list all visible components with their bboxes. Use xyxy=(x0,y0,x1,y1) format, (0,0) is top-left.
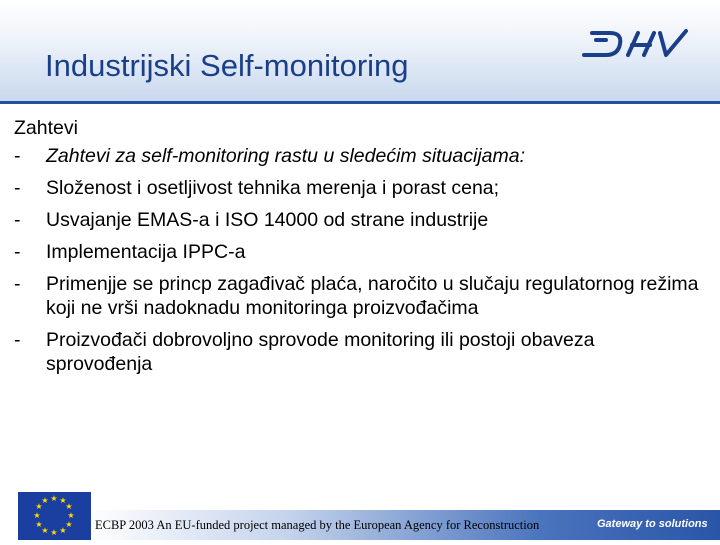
bullet-item xyxy=(14,240,704,264)
bullet-text: Zahtevi za self-monitoring rastu u sledećim situacijama: xyxy=(46,145,526,167)
slide-body xyxy=(14,116,704,384)
slide-header xyxy=(0,0,720,104)
svg-text:★: ★ xyxy=(50,494,58,503)
bullet-item xyxy=(14,144,704,168)
bullet-text: Složenost i osetljivost tehnika merenja i porast cena; xyxy=(46,177,500,199)
section-heading: Zahtevi xyxy=(14,117,78,139)
bullet-dash: - xyxy=(14,241,21,263)
svg-text:★: ★ xyxy=(33,511,41,520)
bullet-dash: - xyxy=(14,209,21,231)
bullet-item xyxy=(14,272,704,320)
svg-text:★: ★ xyxy=(41,496,49,505)
eu-flag-icon xyxy=(18,492,91,540)
bullet-item xyxy=(14,328,704,376)
bullet-list xyxy=(14,144,704,376)
bullet-text: Proizvođači dobrovoljno sprovode monitoring ili postoji obaveza sprovođenja xyxy=(46,329,595,375)
svg-text:★: ★ xyxy=(35,520,43,529)
bullet-dash: - xyxy=(14,177,21,199)
bullet-dash: - xyxy=(14,273,21,295)
svg-text:★: ★ xyxy=(65,520,73,529)
svg-text:★: ★ xyxy=(65,502,73,511)
bullet-text: Implementacija IPPC-a xyxy=(46,241,246,263)
svg-text:★: ★ xyxy=(35,502,43,511)
footer-caption: ECBP 2003 An EU-funded project managed by the European Agency for Reconstruction xyxy=(95,518,540,532)
svg-text:★: ★ xyxy=(59,526,67,535)
slide-title: Industrijski Self-monitoring xyxy=(45,48,409,83)
bullet-item xyxy=(14,208,704,232)
bullet-item xyxy=(14,176,704,200)
svg-text:★: ★ xyxy=(67,511,75,520)
bullet-text: Usvajanje EMAS-a i ISO 14000 od strane industrije xyxy=(46,209,489,231)
bullet-text: Primenjje se princp zagađivač plaća, naročito u slučaju regulatornog režima koji ne vrši nadoknadu monitoringa proizvođačima xyxy=(46,273,699,319)
footer-tagline: Gateway to solutions xyxy=(597,518,708,530)
bullet-dash: - xyxy=(14,145,21,167)
bullet-dash: - xyxy=(14,329,21,351)
svg-text:★: ★ xyxy=(59,496,67,505)
svg-text:★: ★ xyxy=(41,526,49,535)
dhv-logo xyxy=(582,28,690,58)
slide-footer xyxy=(0,492,720,540)
svg-text:★: ★ xyxy=(50,528,58,537)
